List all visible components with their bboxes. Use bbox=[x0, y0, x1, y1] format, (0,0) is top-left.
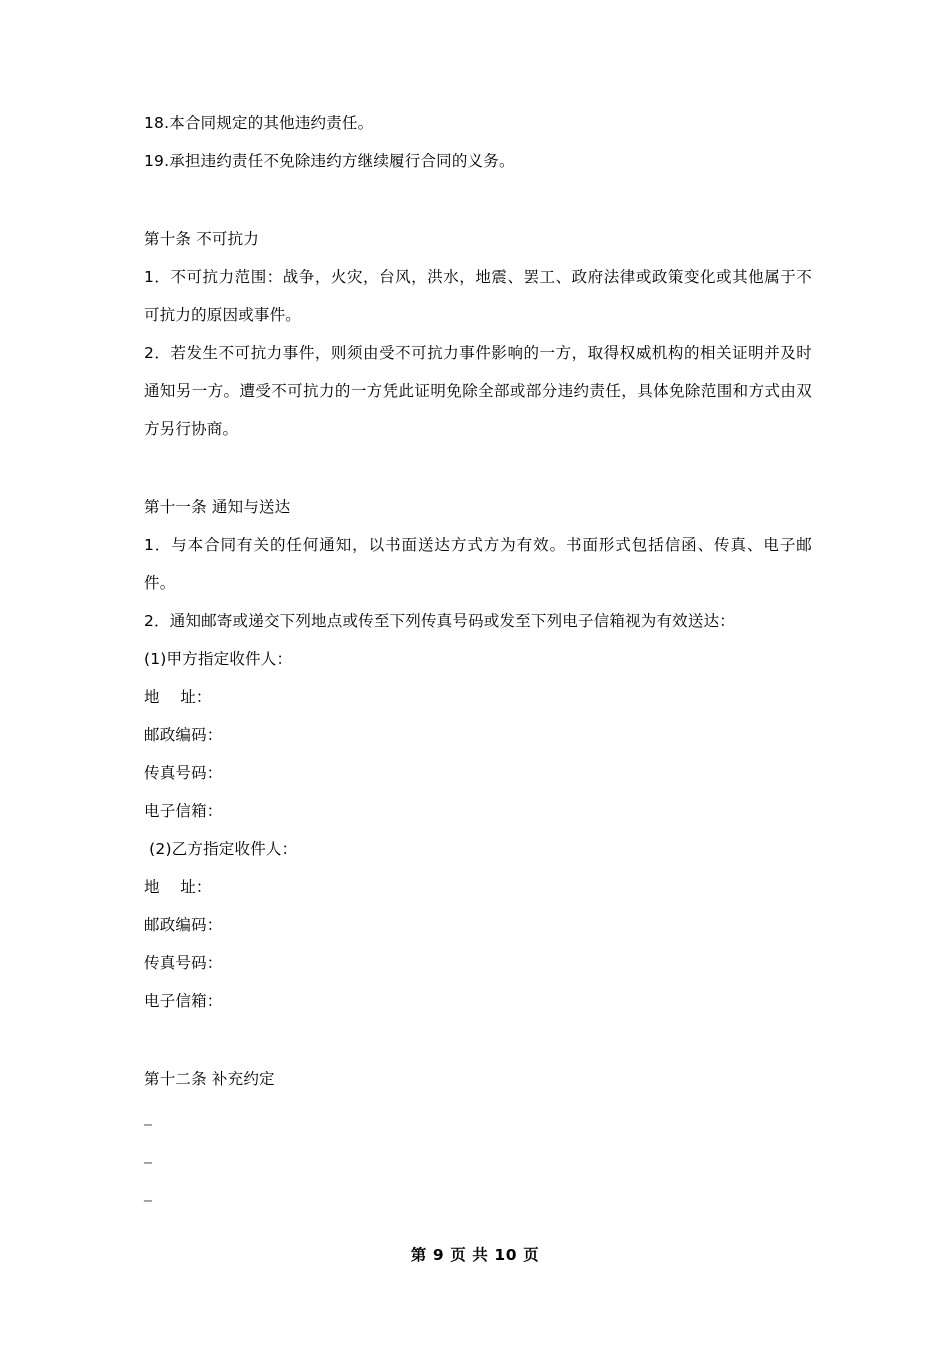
paragraph-spacer bbox=[144, 448, 812, 488]
fill-in-blank-line: _ bbox=[144, 1108, 152, 1126]
text-line: 18.本合同规定的其他违约责任。 bbox=[144, 114, 374, 132]
fill-in-blank-line: _ bbox=[144, 1146, 152, 1164]
paragraph: 1．不可抗力范围：战争，火灾，台风，洪水，地震、罢工、政府法律或政策变化或其他属于不可抗力的原因或事件。 bbox=[144, 268, 812, 324]
section-heading: 第十一条 通知与送达 bbox=[144, 498, 291, 516]
text-line: 传真号码： bbox=[144, 954, 223, 972]
paragraph: 1．与本合同有关的任何通知，以书面送达方式方为有效。书面形式包括信函、传真、电子邮件。 bbox=[144, 536, 812, 592]
text-line: 电子信箱： bbox=[144, 992, 223, 1010]
text-line: 邮政编码： bbox=[144, 916, 223, 934]
section-heading: 第十二条 补充约定 bbox=[144, 1070, 275, 1088]
text-line: 邮政编码： bbox=[144, 726, 223, 744]
text-line: 传真号码： bbox=[144, 764, 223, 782]
page-footer: 第 9 页 共 10 页 bbox=[410, 1246, 540, 1264]
text-line: (2)乙方指定收件人： bbox=[144, 840, 298, 858]
paragraph: 2．若发生不可抗力事件，则须由受不可抗力事件影响的一方，取得权威机构的相关证明并及时通知另一方。遭受不可抗力的一方凭此证明免除全部或部分违约责任，具体免除范围和方式由双方另行协商。 bbox=[144, 344, 812, 438]
text-line: 19.承担违约责任不免除违约方继续履行合同的义务。 bbox=[144, 152, 515, 170]
section-heading: 第十条 不可抗力 bbox=[144, 230, 260, 248]
paragraph-spacer bbox=[144, 180, 812, 220]
paragraph-spacer bbox=[144, 1020, 812, 1060]
document-body bbox=[144, 104, 812, 1212]
text-line: 地 址： bbox=[144, 878, 212, 896]
text-line: 电子信箱： bbox=[144, 802, 223, 820]
fill-in-blank-line: _ bbox=[144, 1184, 152, 1202]
text-line: (1)甲方指定收件人： bbox=[144, 650, 293, 668]
text-line: 2．通知邮寄或递交下列地点或传至下列传真号码或发至下列电子信箱视为有效送达： bbox=[144, 612, 735, 630]
text-line: 地 址： bbox=[144, 688, 212, 706]
